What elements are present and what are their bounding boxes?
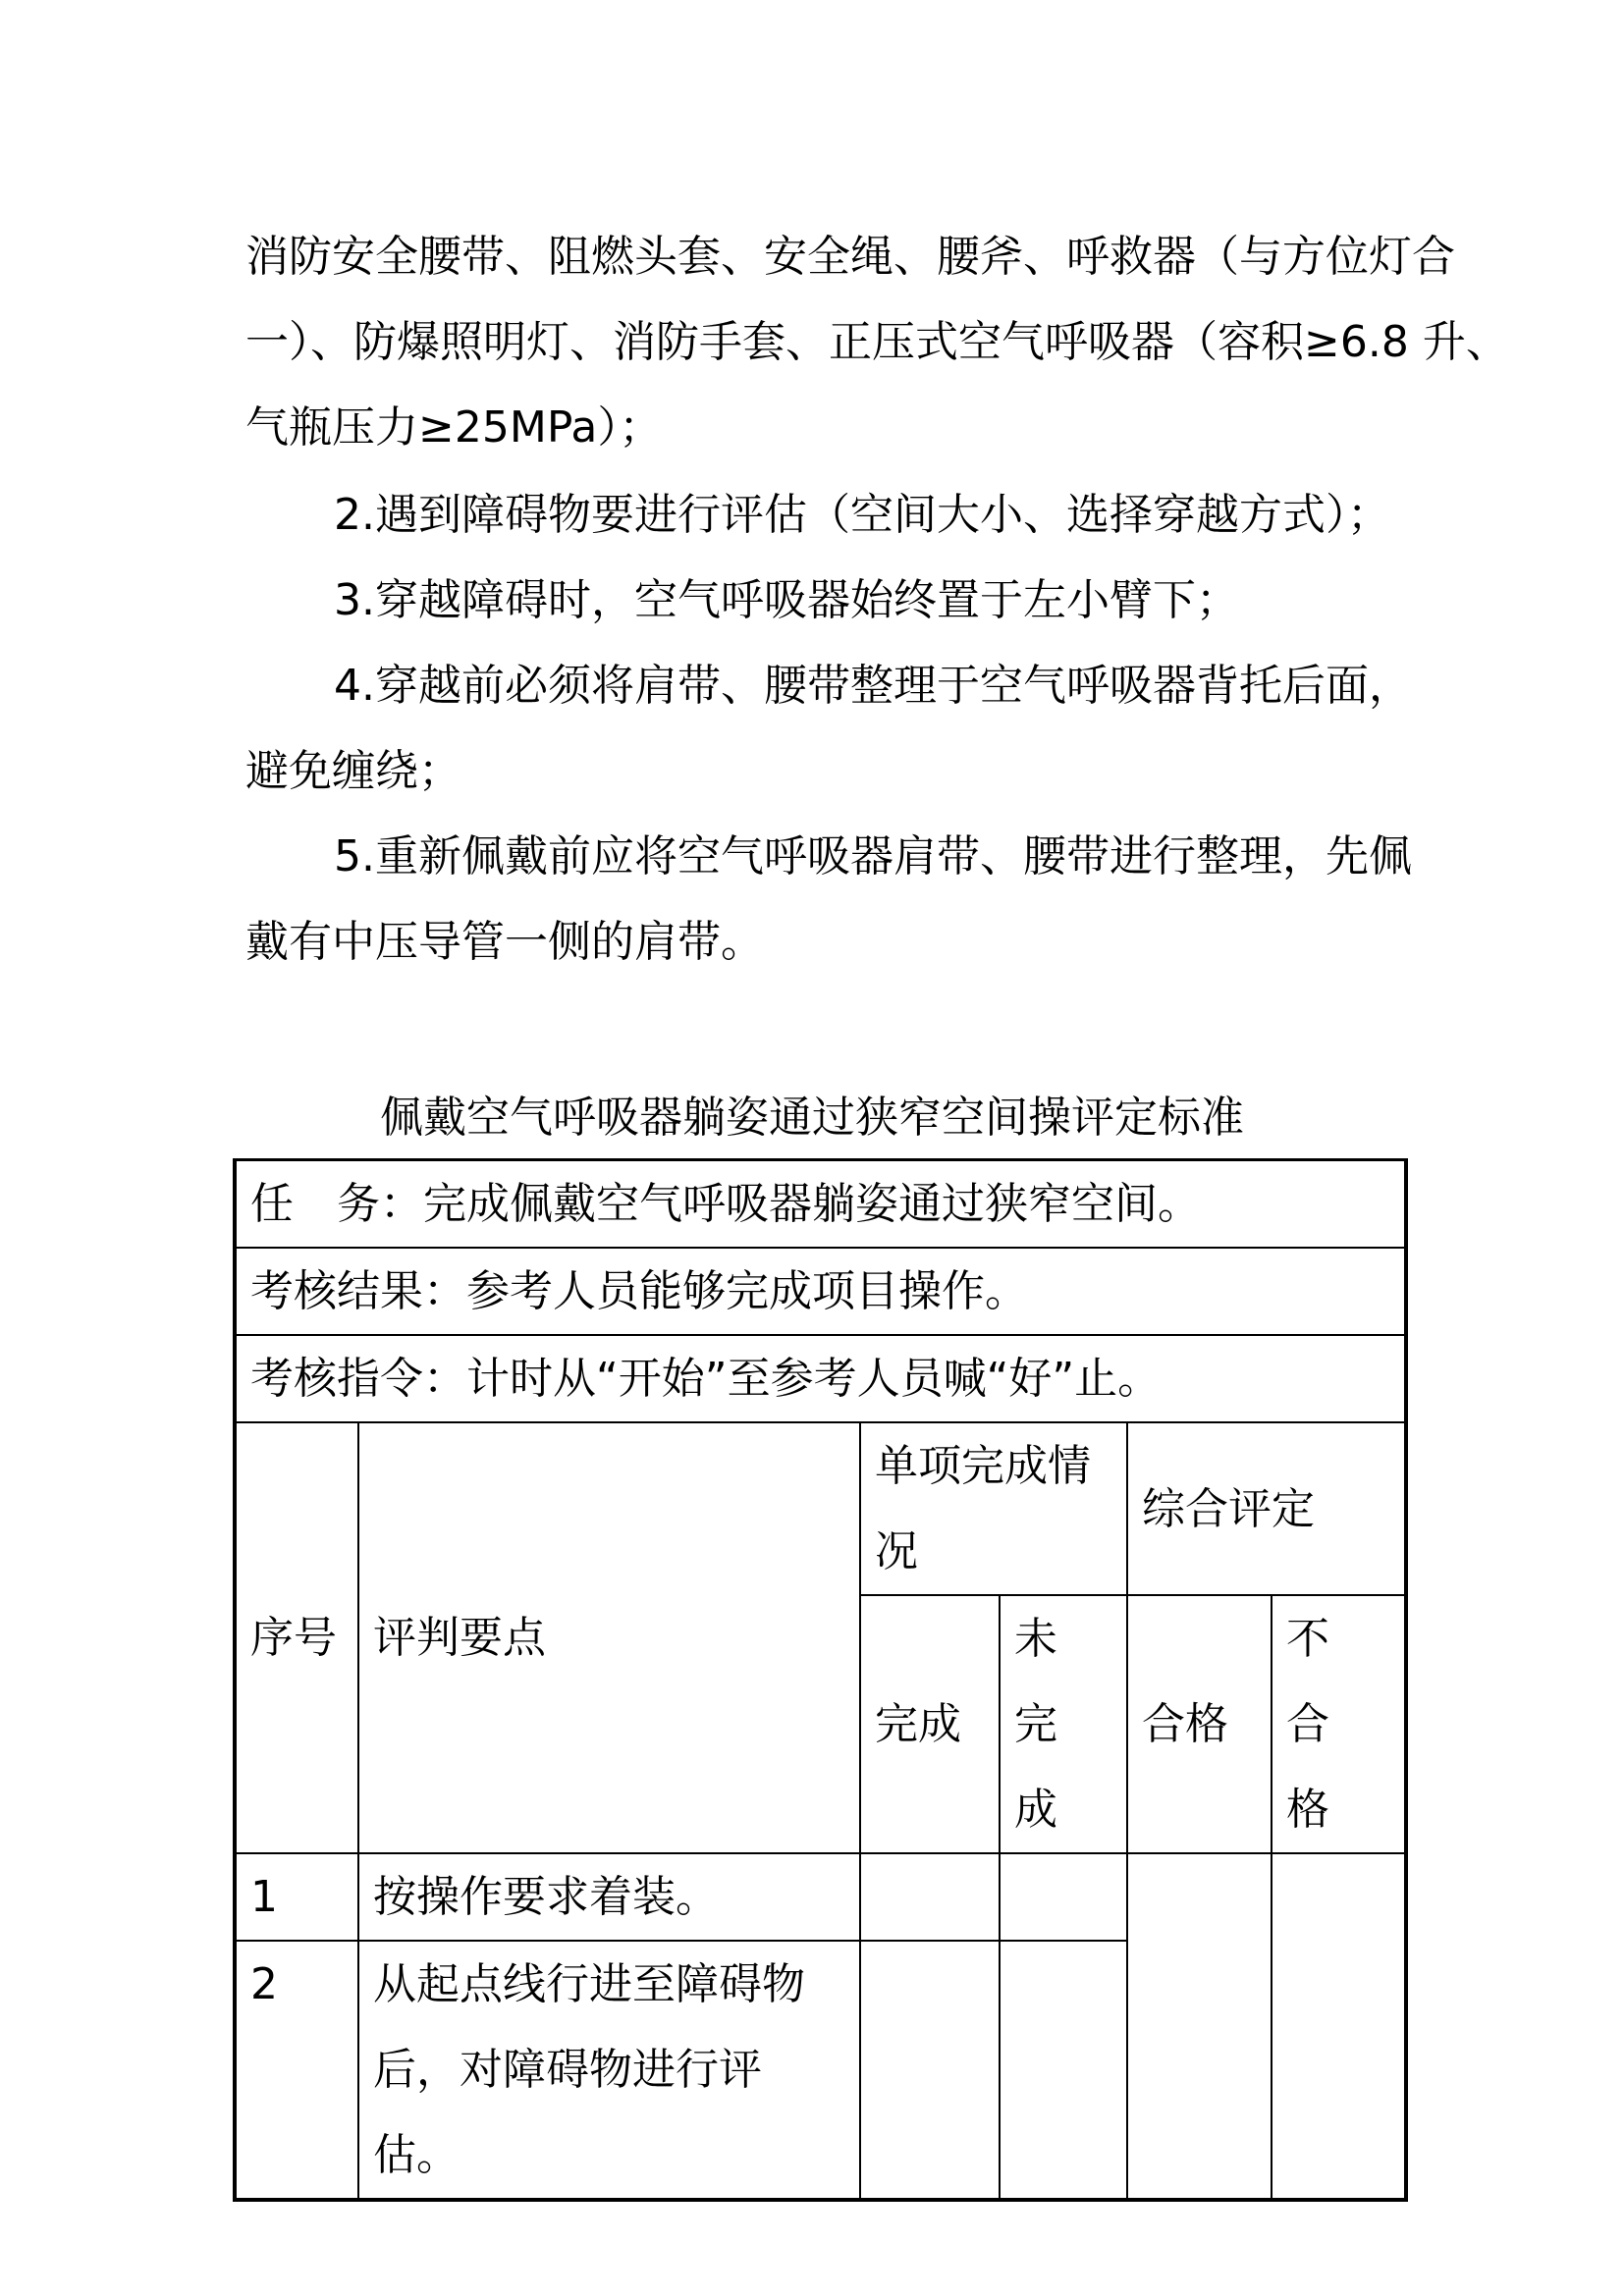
paragraph-item-2 <box>245 472 1409 558</box>
instruction-row: 考核指令：计时从“开始”至参考人员喊“好”止。 <box>235 1335 1406 1422</box>
paragraph-item-3 <box>245 558 1409 643</box>
table-row <box>235 1853 1406 1941</box>
header-single-completion: 单项完成情况 <box>860 1422 1127 1595</box>
text-line: 2.遇到障碍物要进行评估（空间大小、选择穿越方式）； <box>334 490 1390 540</box>
text-line: 4.穿越前必须将肩带、腰带整理于空气呼吸器背托后面， <box>334 661 1412 711</box>
text-line: 戴有中压导管一侧的肩带。 <box>245 917 764 967</box>
paragraph-item-4 <box>245 643 1412 814</box>
header-seq: 序号 <box>235 1422 358 1853</box>
text-line: 气瓶压力≥25MPa）； <box>245 402 663 453</box>
header-not-done: 未完成 <box>1000 1595 1127 1853</box>
text-line: 一）、防爆照明灯、消防手套、正压式空气呼吸器（容积≥6.8 升、 <box>245 317 1509 367</box>
cell-not-done <box>1000 1853 1127 1941</box>
text-line: 消防安全腰带、阻燃头套、安全绳、腰斧、呼救器（与方位灯合 <box>245 232 1455 282</box>
cell-not-done <box>1000 1941 1127 2200</box>
assessment-table <box>233 1158 1408 2202</box>
cell-pass <box>1127 1853 1272 2200</box>
header-done: 完成 <box>860 1595 1000 1853</box>
paragraph-equipment <box>245 214 1509 470</box>
row-seq: 1 <box>235 1853 358 1941</box>
result-row: 考核结果：参考人员能够完成项目操作。 <box>235 1248 1406 1335</box>
header-overall-assessment: 综合评定 <box>1127 1422 1406 1595</box>
row-point: 按操作要求着装。 <box>358 1853 860 1941</box>
task-row: 任 务：完成佩戴空气呼吸器躺姿通过狭窄空间。 <box>235 1160 1406 1249</box>
text-line: 3.穿越障碍时，空气呼吸器始终置于左小臂下； <box>334 575 1239 625</box>
header-points: 评判要点 <box>358 1422 860 1853</box>
cell-fail <box>1272 1853 1406 2200</box>
paragraph-item-5 <box>245 814 1412 985</box>
table-title: 佩戴空气呼吸器躺姿通过狭窄空间操评定标准 <box>380 1093 1244 1143</box>
row-point: 从起点线行进至障碍物后，对障碍物进行评估。 <box>358 1941 860 2200</box>
cell-done <box>860 1853 1000 1941</box>
row-seq: 2 <box>235 1941 358 2200</box>
text-line: 避免缠绕； <box>245 746 461 796</box>
text-line: 5.重新佩戴前应将空气呼吸器肩带、腰带进行整理，先佩 <box>334 831 1412 881</box>
header-fail: 不合格 <box>1272 1595 1406 1853</box>
cell-done <box>860 1941 1000 2200</box>
header-pass: 合格 <box>1127 1595 1272 1853</box>
